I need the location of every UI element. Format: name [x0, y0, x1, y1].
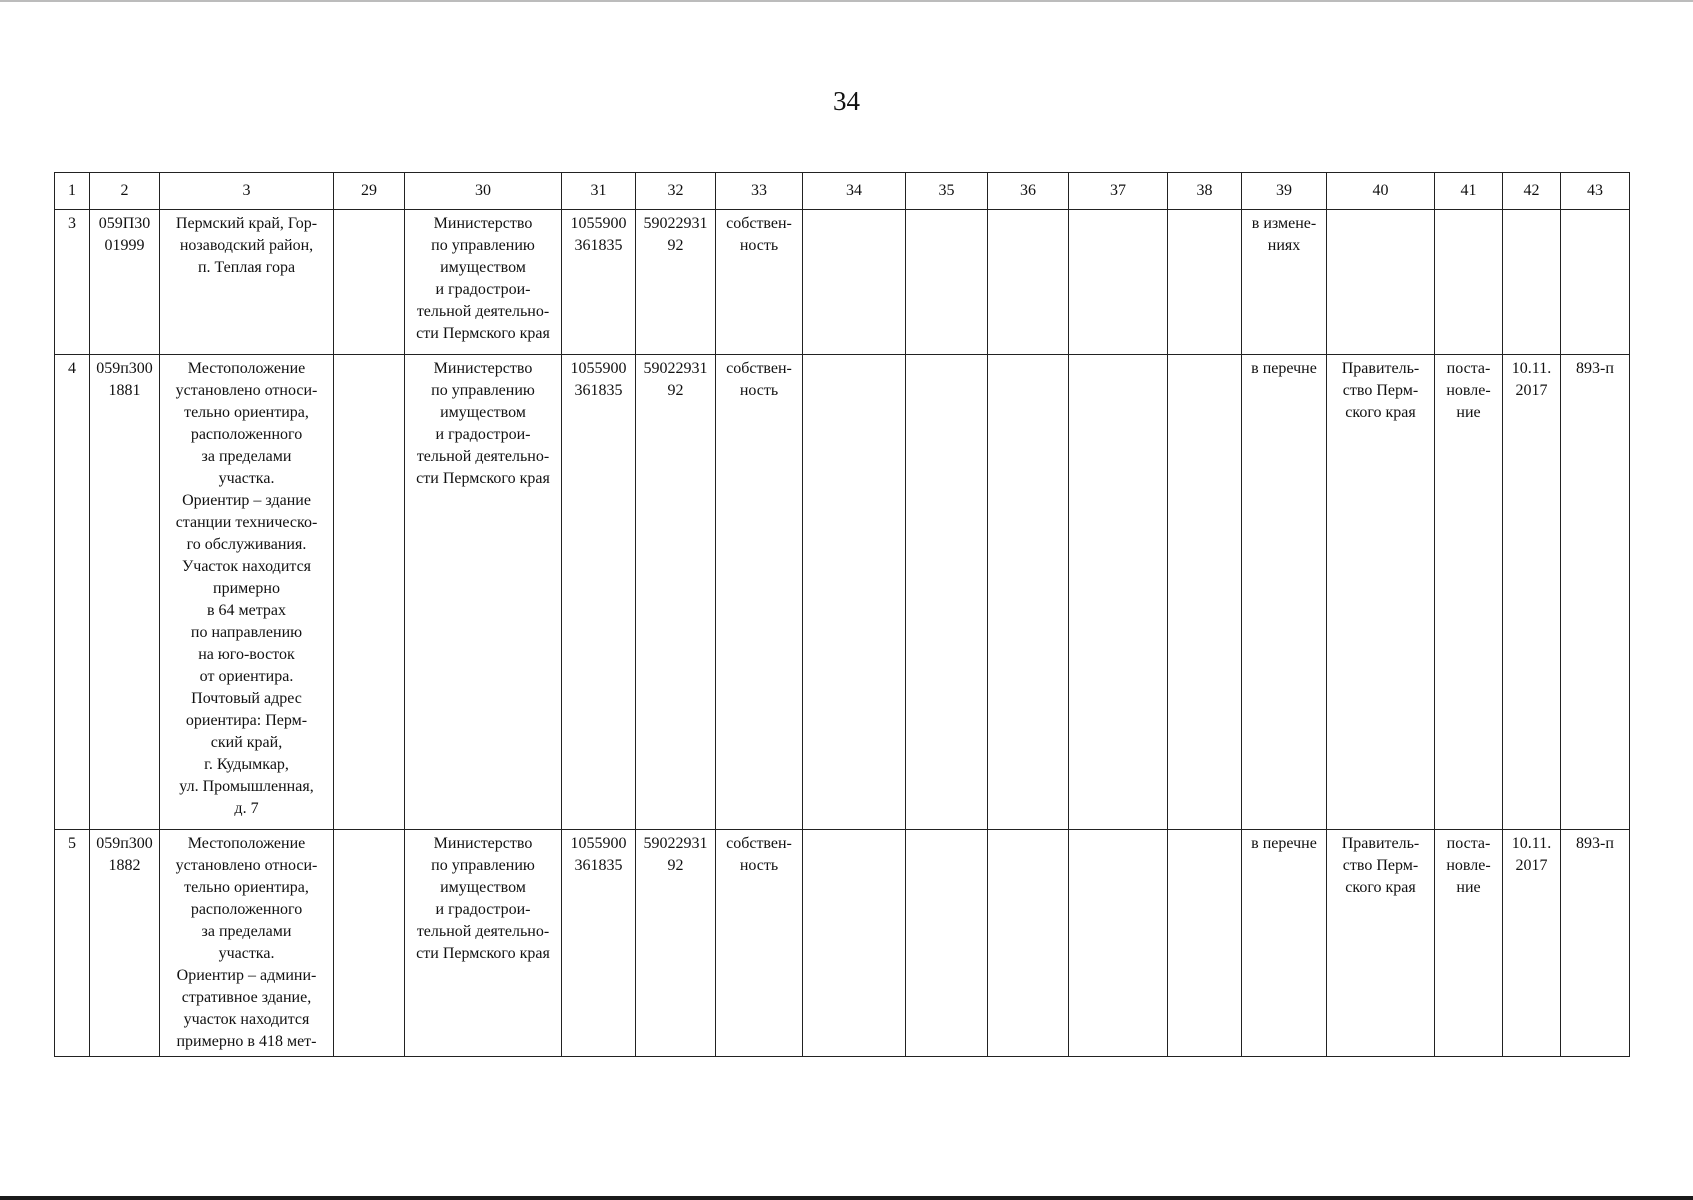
scan-edge-bottom — [0, 1196, 1693, 1200]
document-number-cell: 893-п — [1561, 830, 1630, 1057]
address-cell: Пермский край, Гор- нозаводский район, п. Теплая гора — [160, 210, 334, 355]
table-cell — [803, 210, 906, 355]
column-header: 42 — [1503, 173, 1561, 210]
column-header: 35 — [906, 173, 988, 210]
row-number-cell: 5 — [55, 830, 90, 1057]
authority-cell: Правитель- ство Перм- ского края — [1327, 355, 1435, 830]
column-header: 30 — [405, 173, 562, 210]
status-cell: в перечне — [1242, 830, 1327, 1057]
column-header: 2 — [90, 173, 160, 210]
scan-edge-top — [0, 0, 1693, 2]
owner-cell: Министерство по управлению имуществом и градострои- тельной деятельно- сти Пермского края — [405, 830, 562, 1057]
inn-cell: 59022931 92 — [636, 355, 716, 830]
column-header: 3 — [160, 173, 334, 210]
table-cell — [803, 355, 906, 830]
table-cell — [1069, 830, 1168, 1057]
table-cell — [334, 830, 405, 1057]
column-header: 36 — [988, 173, 1069, 210]
column-header: 40 — [1327, 173, 1435, 210]
document-date-cell — [1503, 210, 1561, 355]
table-cell — [803, 830, 906, 1057]
column-header: 1 — [55, 173, 90, 210]
right-type-cell: собствен- ность — [716, 210, 803, 355]
registry-number-cell: 059п300 1882 — [90, 830, 160, 1057]
table-cell — [1069, 355, 1168, 830]
status-cell: в измене- ниях — [1242, 210, 1327, 355]
owner-cell: Министерство по управлению имуществом и градострои- тельной деятельно- сти Пермского края — [405, 210, 562, 355]
table-row — [55, 355, 1630, 830]
document-date-cell: 10.11. 2017 — [1503, 830, 1561, 1057]
table-cell — [1069, 210, 1168, 355]
owner-cell: Министерство по управлению имуществом и градострои- тельной деятельно- сти Пермского края — [405, 355, 562, 830]
ogrn-cell: 1055900 361835 — [562, 830, 636, 1057]
column-header: 39 — [1242, 173, 1327, 210]
right-type-cell: собствен- ность — [716, 830, 803, 1057]
table-cell — [988, 355, 1069, 830]
document-type-cell: поста- новле- ние — [1435, 355, 1503, 830]
column-header: 31 — [562, 173, 636, 210]
column-header: 38 — [1168, 173, 1242, 210]
table-row — [55, 210, 1630, 355]
table-cell — [988, 830, 1069, 1057]
page-number: 34 — [833, 86, 860, 116]
column-header: 37 — [1069, 173, 1168, 210]
document-number-cell — [1561, 210, 1630, 355]
document-type-cell: поста- новле- ние — [1435, 830, 1503, 1057]
right-type-cell: собствен- ность — [716, 355, 803, 830]
table-cell — [1168, 355, 1242, 830]
table-cell — [906, 355, 988, 830]
table-cell — [334, 210, 405, 355]
registry-table — [54, 172, 1630, 1057]
table-cell — [334, 355, 405, 830]
address-cell: Местоположение установлено относи- тельно ориентира, расположенного за пределами участка. Ориентир – админи- стративное здание, участок находится примерно в 418 мет- — [160, 830, 334, 1057]
table-cell — [1168, 830, 1242, 1057]
column-number-row — [55, 173, 1630, 210]
authority-cell: Правитель- ство Перм- ского края — [1327, 830, 1435, 1057]
table-cell — [988, 210, 1069, 355]
row-number-cell: 4 — [55, 355, 90, 830]
column-header: 41 — [1435, 173, 1503, 210]
column-header: 43 — [1561, 173, 1630, 210]
inn-cell: 59022931 92 — [636, 830, 716, 1057]
row-number-cell: 3 — [55, 210, 90, 355]
status-cell: в перечне — [1242, 355, 1327, 830]
document-date-cell: 10.11. 2017 — [1503, 355, 1561, 830]
column-header: 33 — [716, 173, 803, 210]
address-cell: Местоположение установлено относи- тельно ориентира, расположенного за пределами участка. Ориентир – здание станции техническо- го обслуживания. Участок находится примерно в 64 метрах по направлению на юго-восток от ориентира. Почтовый адрес ориентира: Перм- ский край, г. Кудымкар, ул. Промышленная, д. 7 — [160, 355, 334, 830]
registry-number-cell: 059п300 1881 — [90, 355, 160, 830]
registry-number-cell: 059П30 01999 — [90, 210, 160, 355]
table-cell — [906, 830, 988, 1057]
ogrn-cell: 1055900 361835 — [562, 355, 636, 830]
document-number-cell: 893-п — [1561, 355, 1630, 830]
authority-cell — [1327, 210, 1435, 355]
column-header: 34 — [803, 173, 906, 210]
column-header: 32 — [636, 173, 716, 210]
table-cell — [906, 210, 988, 355]
table-cell — [1168, 210, 1242, 355]
ogrn-cell: 1055900 361835 — [562, 210, 636, 355]
column-header: 29 — [334, 173, 405, 210]
document-type-cell — [1435, 210, 1503, 355]
inn-cell: 59022931 92 — [636, 210, 716, 355]
table-row — [55, 830, 1630, 1057]
